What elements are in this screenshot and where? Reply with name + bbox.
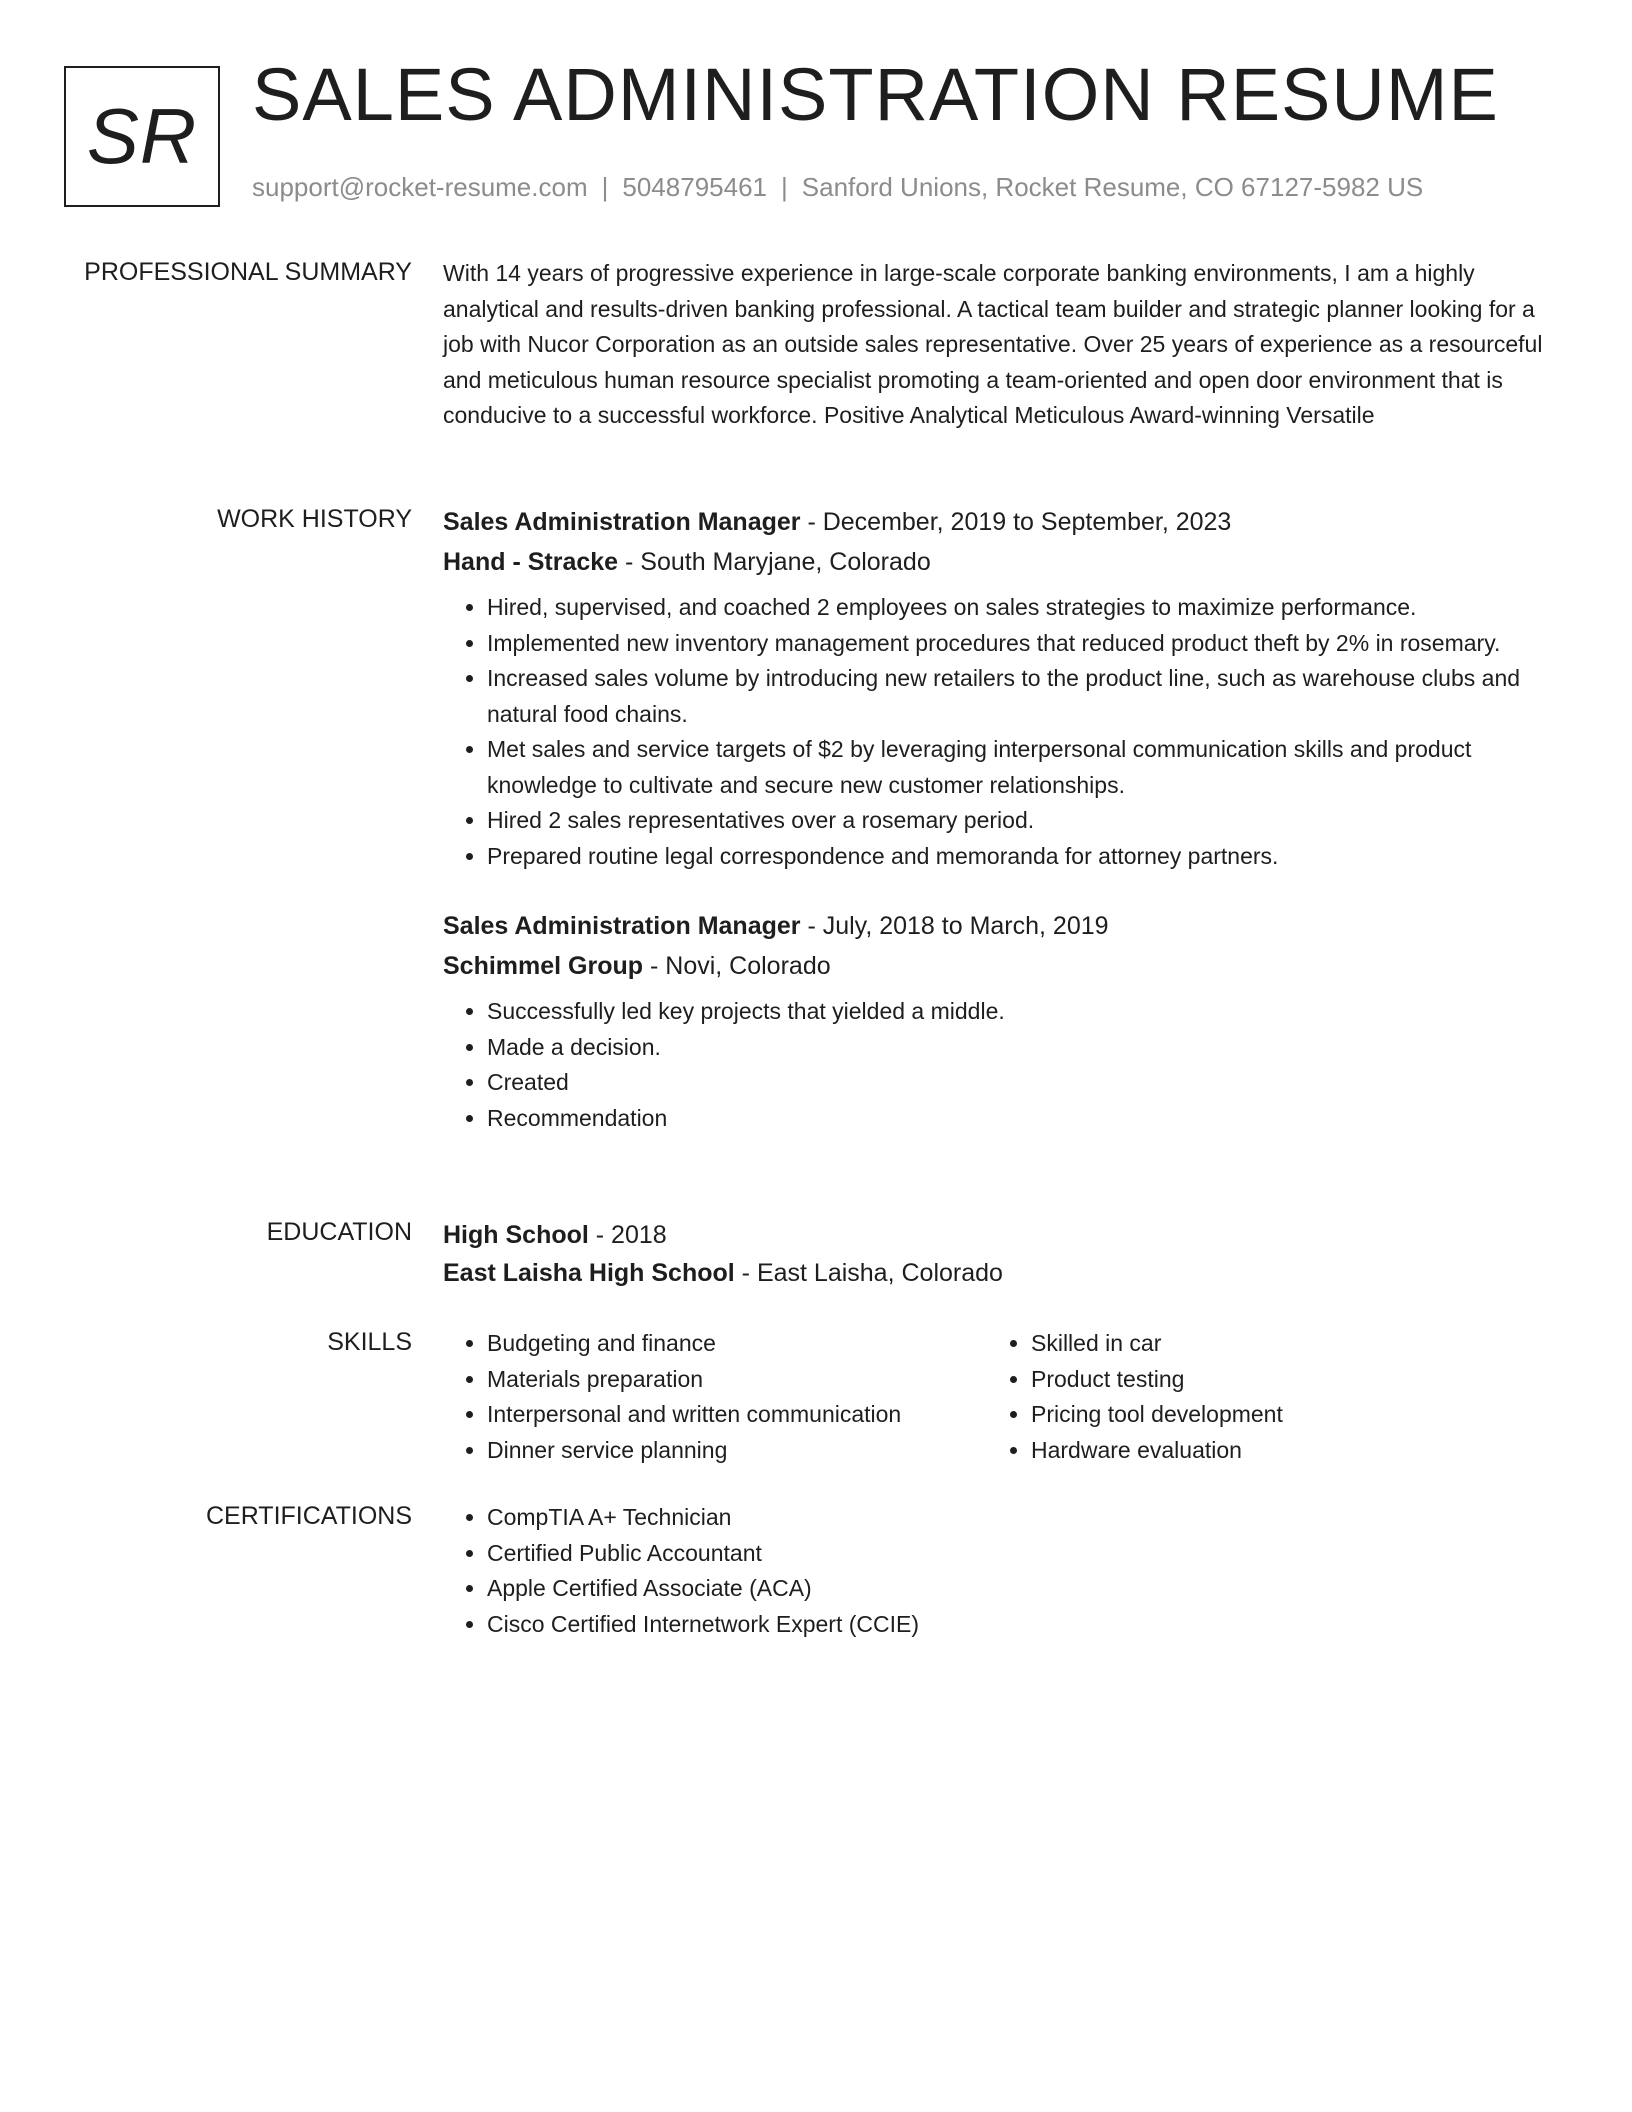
list-item: • Budgeting and finance (487, 1326, 987, 1362)
job-company: Schimmel Group (443, 952, 644, 980)
job-company: Hand - Stracke (443, 548, 619, 576)
certifications-heading: CERTIFICATIONS (205, 1502, 412, 1530)
job-company-line (443, 946, 1563, 986)
list-item: • Successfully led key projects that yielded a middle. (487, 994, 1563, 1030)
job-entry (443, 502, 1563, 874)
job-company-line (443, 542, 1563, 582)
education-school: East Laisha High School (443, 1259, 735, 1287)
contact-line (252, 172, 1423, 203)
education-location: - East Laisha, Colorado (734, 1259, 1003, 1287)
resume-title: SALES ADMINISTRATION RESUME (252, 53, 1499, 136)
monogram-initials: SR (86, 92, 198, 180)
list-item: • Materials preparation (487, 1362, 987, 1398)
summary-text: With 14 years of progressive experience in large-scale corporate banking environments, I am a highly analytical and results-driven banking professional. A tactical team builder and strategic planner looking for a job with Nucor Corporation as an outside sales representative. Over 25 years of experience as a resourceful and meticulous human resource specialist promoting a team-oriented and open door environment that is conducive to a successful workforce. Positive Analytical Meticulous Award-winning Versatile (443, 260, 1543, 428)
contact-separator: | (781, 172, 788, 202)
list-item: • Cisco Certified Internetwork Expert (CCIE) (487, 1607, 1563, 1643)
skills-columns (443, 1326, 1563, 1468)
list-item: • Dinner service planning (487, 1433, 987, 1469)
list-item: • Skilled in car (1031, 1326, 1531, 1362)
list-item: • Created (487, 1065, 1563, 1101)
education-school-line (443, 1254, 1563, 1292)
list-item: • Increased sales volume by introducing new retailers to the product line, such as warehouse clubs and natural food chains. (487, 661, 1563, 732)
job-title: Sales Administration Manager (443, 508, 801, 536)
contact-address: Sanford Unions, Rocket Resume, CO 67127-5982 US (801, 172, 1424, 202)
list-item: • Prepared routine legal correspondence and memoranda for attorney partners. (487, 839, 1563, 875)
list-item: • Hired 2 sales representatives over a rosemary period. (487, 803, 1563, 839)
education-body (443, 1216, 1563, 1292)
certifications-body (443, 1500, 1563, 1642)
job-title-line (443, 502, 1563, 542)
education-year: - 2018 (588, 1221, 667, 1249)
contact-phone: 5048795461 (622, 172, 767, 202)
list-item: • Implemented new inventory management procedures that reduced product theft by 2% in rosemary. (487, 626, 1563, 662)
summary-body (443, 256, 1563, 434)
job-title: Sales Administration Manager (443, 912, 801, 940)
job-location: - South Maryjane, Colorado (618, 548, 931, 576)
monogram-box (64, 66, 220, 207)
skills-list-right (987, 1326, 1531, 1468)
job-duties-list (443, 994, 1563, 1136)
job-dates: - December, 2019 to September, 2023 (800, 508, 1232, 536)
certifications-list (443, 1500, 1563, 1642)
list-item: • Recommendation (487, 1101, 1563, 1137)
skills-body (443, 1326, 1563, 1468)
list-item: • Hardware evaluation (1031, 1433, 1531, 1469)
list-item: • CompTIA A+ Technician (487, 1500, 1563, 1536)
skills-list-left (443, 1326, 987, 1468)
work-history-body (443, 502, 1563, 1136)
education-degree: High School (443, 1221, 589, 1249)
education-heading: EDUCATION (266, 1218, 412, 1246)
education-degree-line (443, 1216, 1563, 1254)
list-item: • Pricing tool development (1031, 1397, 1531, 1433)
list-item: • Met sales and service targets of $2 by leveraging interpersonal communication skills and product knowledge to cultivate and secure new customer relationships. (487, 732, 1563, 803)
job-entry (443, 906, 1563, 1136)
summary-heading: PROFESSIONAL SUMMARY (84, 258, 412, 286)
job-dates: - July, 2018 to March, 2019 (800, 912, 1109, 940)
list-item: • Hired, supervised, and coached 2 employees on sales strategies to maximize performance. (487, 590, 1563, 626)
list-item: • Certified Public Accountant (487, 1536, 1563, 1572)
contact-email: support@rocket-resume.com (252, 172, 588, 202)
skills-heading: SKILLS (327, 1328, 412, 1356)
job-location: - Novi, Colorado (643, 952, 831, 980)
contact-separator: | (601, 172, 609, 202)
work-history-heading: WORK HISTORY (217, 505, 412, 533)
job-duties-list (443, 590, 1563, 874)
list-item: • Product testing (1031, 1362, 1531, 1398)
list-item: • Apple Certified Associate (ACA) (487, 1571, 1563, 1607)
list-item: • Interpersonal and written communication (487, 1397, 987, 1433)
job-title-line (443, 906, 1563, 946)
list-item: • Made a decision. (487, 1030, 1563, 1066)
